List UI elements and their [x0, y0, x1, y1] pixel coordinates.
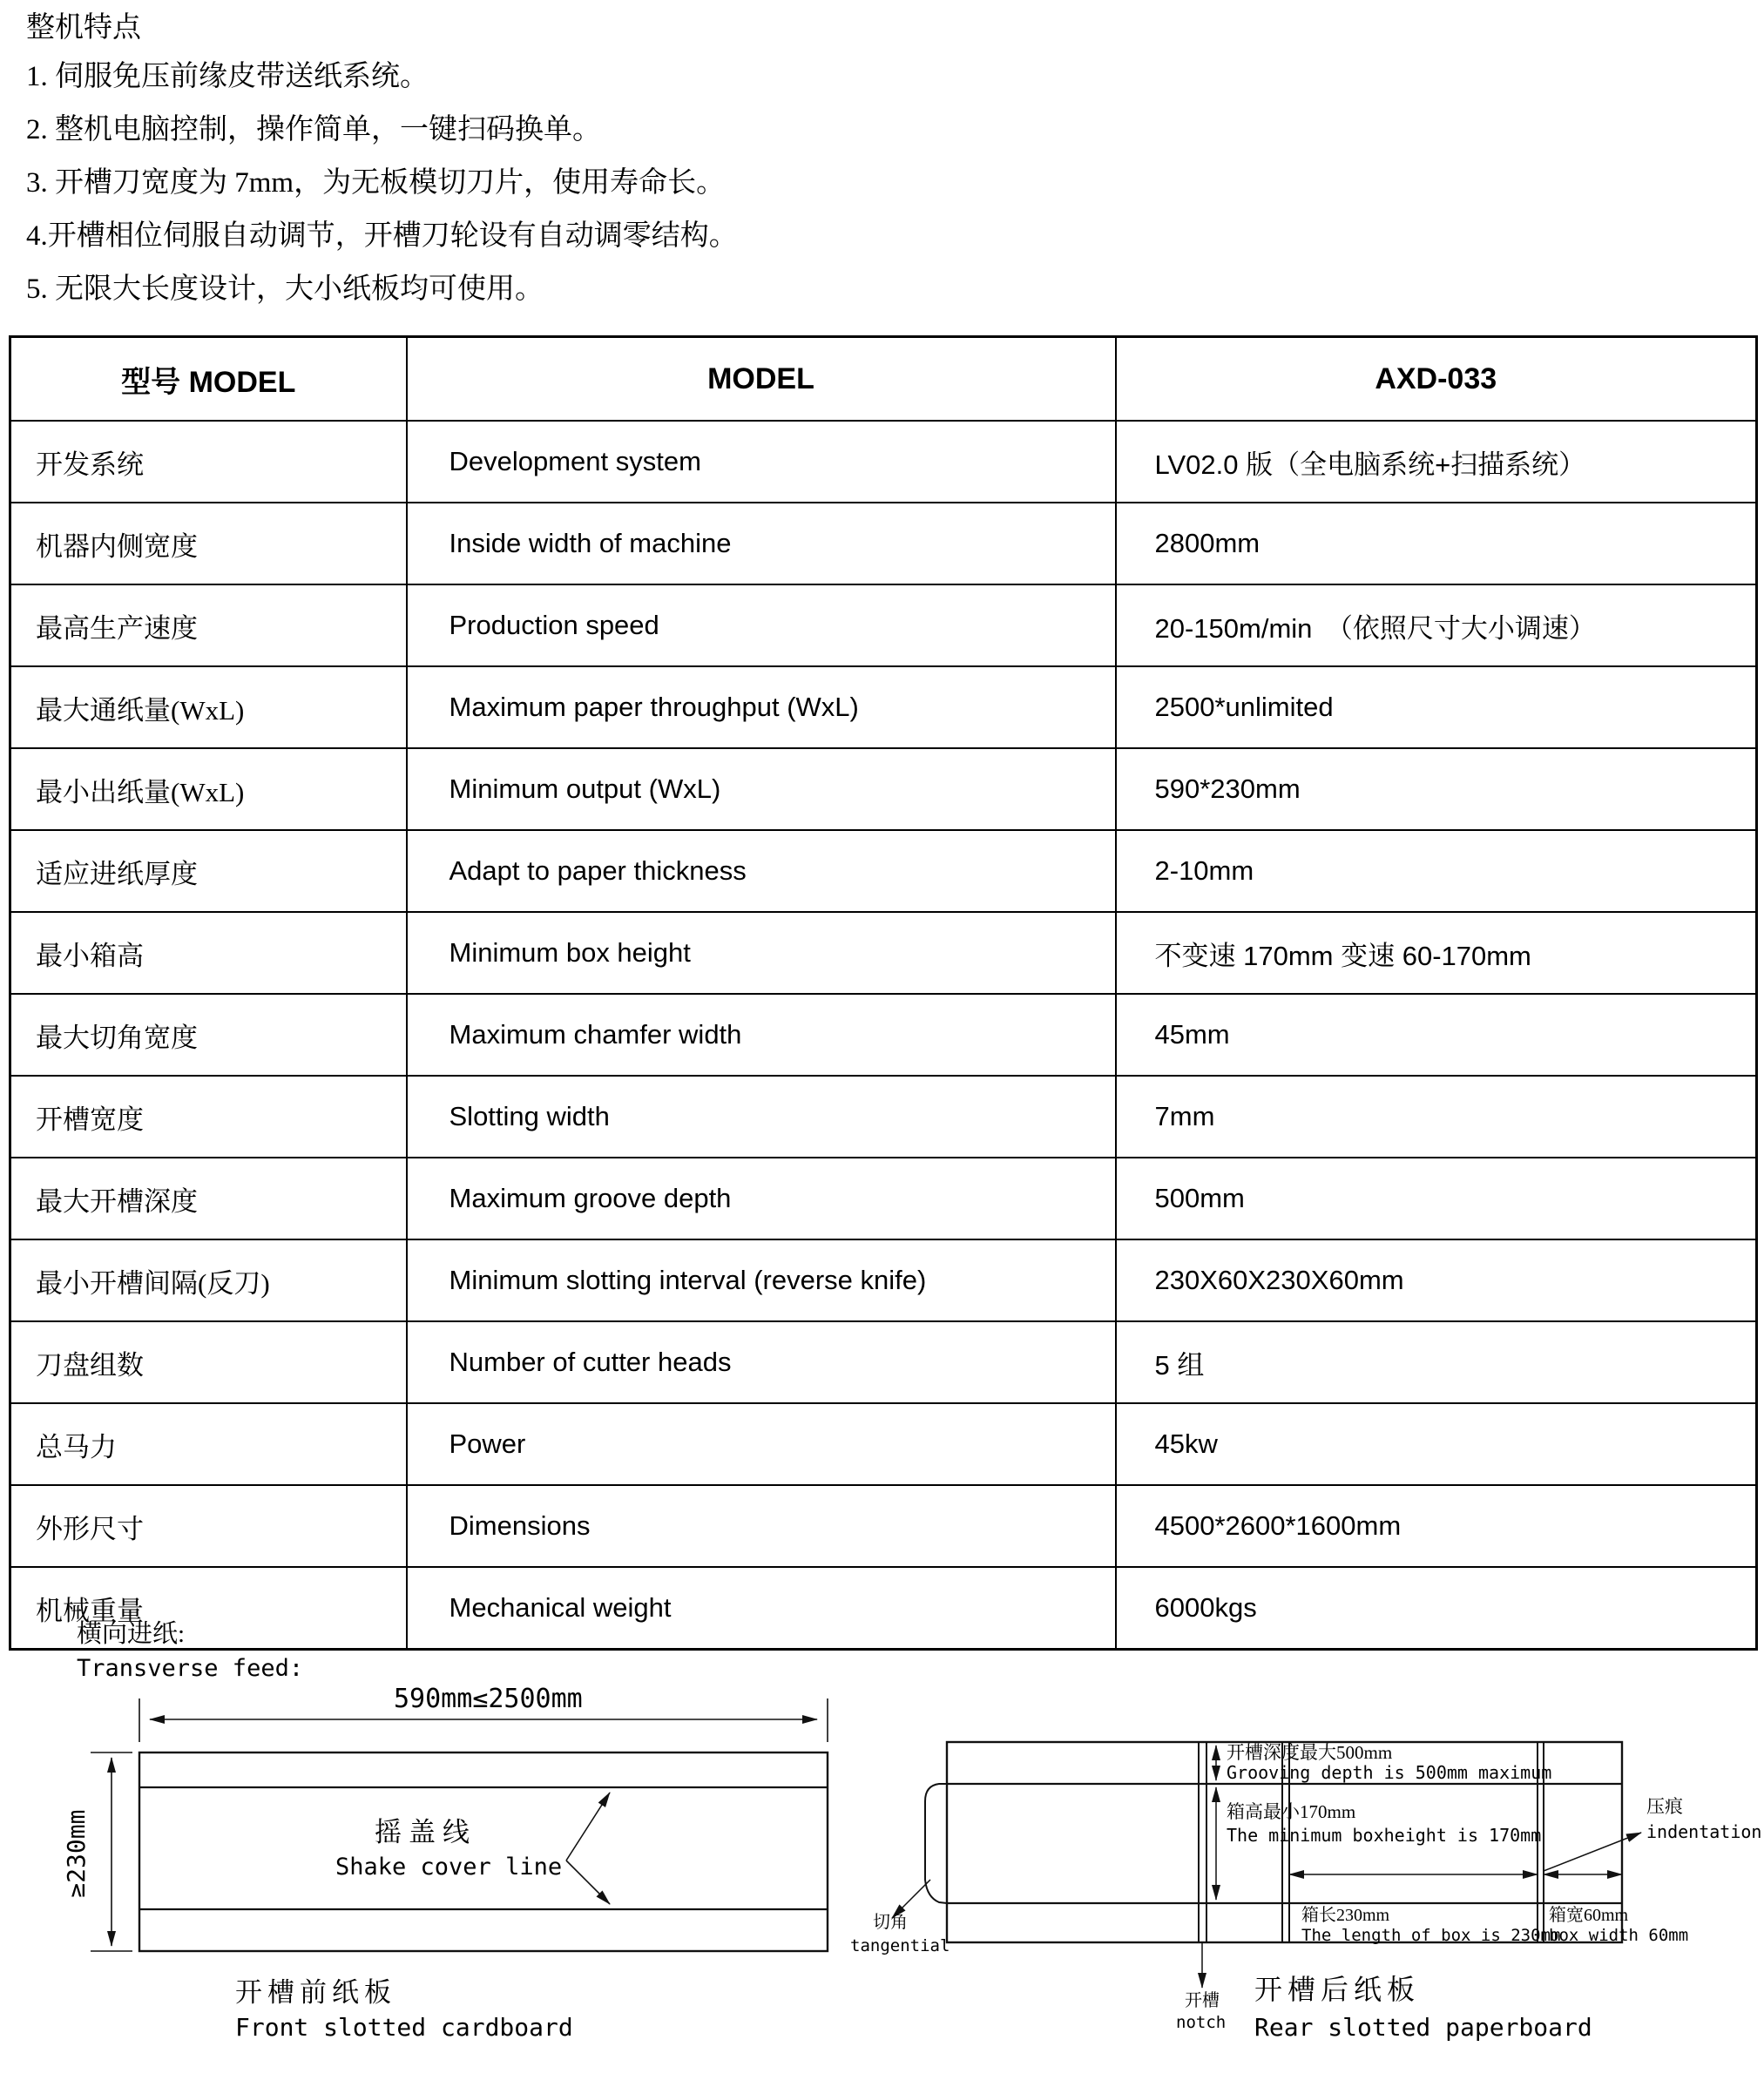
- groove-depth-label-cn: 开槽深度最大500mm: [1227, 1742, 1393, 1763]
- front-caption-cn: 开槽前纸板: [235, 1977, 396, 2008]
- feature-item: 1. 伺服免压前缘皮带送纸系统。: [26, 61, 429, 92]
- spec-cell-value: 不变速 170mm 变速 60-170mm: [1116, 912, 1757, 994]
- features-section: [26, 5, 738, 316]
- spec-cell-cn: 最大开槽深度: [10, 1158, 407, 1239]
- feature-item: 2. 整机电脑控制，操作简单，一键扫码换单。: [26, 114, 601, 145]
- spec-header-model-en: MODEL: [407, 337, 1116, 422]
- spec-cell-value: 20-150m/min （依照尺寸大小调速）: [1116, 584, 1757, 666]
- spec-cell-en: Development system: [407, 421, 1116, 503]
- spec-cell-en: Maximum chamfer width: [407, 994, 1116, 1076]
- shake-cover-line-label-cn: 摇盖线: [375, 1817, 476, 1847]
- spec-cell-cn: 刀盘组数: [10, 1321, 407, 1403]
- box-height-label-en: The minimum boxheight is 170mm: [1227, 1825, 1542, 1846]
- spec-cell-en: Minimum box height: [407, 912, 1116, 994]
- feature-item: 4.开槽相位伺服自动调节，开槽刀轮设有自动调零结构。: [26, 220, 738, 252]
- spec-cell-value: 230X60X230X60mm: [1116, 1239, 1757, 1321]
- spec-row: [10, 1239, 1757, 1321]
- spec-cell-en: Slotting width: [407, 1076, 1116, 1158]
- spec-row: [10, 503, 1757, 584]
- spec-cell-cn: 最小开槽间隔(反刀): [10, 1239, 407, 1321]
- notch-label-en: notch: [1176, 2013, 1227, 2032]
- spec-cell-cn: 最小出纸量(WxL): [10, 748, 407, 830]
- spec-cell-cn: 开槽宽度: [10, 1076, 407, 1158]
- spec-header-model-cn: 型号 MODEL: [10, 337, 407, 422]
- box-height-label-cn: 箱高最小170mm: [1227, 1801, 1356, 1822]
- indentation-leader-arrow: [1544, 1833, 1641, 1871]
- spec-cell-en: Maximum paper throughput (WxL): [407, 666, 1116, 748]
- shake-cover-arrow-lower: [566, 1861, 610, 1904]
- spec-cell-value: 45mm: [1116, 994, 1757, 1076]
- spec-row: [10, 1485, 1757, 1567]
- spec-cell-value: 2800mm: [1116, 503, 1757, 584]
- groove-depth-label-en: Grooving depth is 500mm maximum: [1227, 1762, 1552, 1783]
- spec-row: [10, 1076, 1757, 1158]
- spec-row: [10, 1158, 1757, 1239]
- rear-caption-cn: 开槽后纸板: [1254, 1974, 1421, 2005]
- spec-cell-en: Minimum output (WxL): [407, 748, 1116, 830]
- box-length-label-cn: 箱长230mm: [1301, 1906, 1390, 1925]
- spec-cell-value: LV02.0 版（全电脑系统+扫描系统）: [1116, 421, 1757, 503]
- spec-cell-en: Mechanical weight: [407, 1567, 1116, 1650]
- spec-cell-en: Power: [407, 1403, 1116, 1485]
- height-dimension-label: ≥230mm: [61, 1809, 91, 1898]
- width-dimension-label: 590mm≤2500mm: [394, 1684, 583, 1714]
- spec-cell-cn: 总马力: [10, 1403, 407, 1485]
- spec-cell-value: 590*230mm: [1116, 748, 1757, 830]
- spec-cell-cn: 最小箱高: [10, 912, 407, 994]
- spec-header-value: AXD-033: [1116, 337, 1757, 422]
- spec-cell-en: Maximum groove depth: [407, 1158, 1116, 1239]
- spec-cell-cn: 最大切角宽度: [10, 994, 407, 1076]
- tangential-label-cn: 切角: [873, 1913, 908, 1932]
- spec-row: [10, 421, 1757, 503]
- indentation-label-cn: 压痕: [1646, 1796, 1683, 1817]
- rear-caption-en: Rear slotted paperboard: [1254, 2013, 1592, 2042]
- spec-row: [10, 584, 1757, 666]
- spec-cell-cn: 外形尺寸: [10, 1485, 407, 1567]
- spec-table: [9, 335, 1758, 1651]
- front-caption-en: Front slotted cardboard: [235, 2013, 573, 2042]
- spec-cell-en: Adapt to paper thickness: [407, 830, 1116, 912]
- spec-row: [10, 830, 1757, 912]
- spec-cell-value: 5 组: [1116, 1321, 1757, 1403]
- spec-cell-value: 2500*unlimited: [1116, 666, 1757, 748]
- spec-cell-value: 7mm: [1116, 1076, 1757, 1158]
- spec-row: [10, 1321, 1757, 1403]
- spec-cell-cn: 机器内侧宽度: [10, 503, 407, 584]
- indentation-label-en: indentation: [1646, 1821, 1762, 1842]
- spec-cell-value: 500mm: [1116, 1158, 1757, 1239]
- spec-cell-cn: 适应进纸厚度: [10, 830, 407, 912]
- feature-item: 3. 开槽刀宽度为 7mm，为无板模切刀片，使用寿命长。: [26, 167, 726, 199]
- features-list: [26, 51, 738, 316]
- spec-header-row: [10, 337, 1757, 422]
- spec-cell-en: Inside width of machine: [407, 503, 1116, 584]
- spec-row: [10, 1403, 1757, 1485]
- spec-cell-value: 4500*2600*1600mm: [1116, 1485, 1757, 1567]
- spec-row: [10, 912, 1757, 994]
- transverse-feed-label-en: Transverse feed:: [77, 1655, 304, 1682]
- features-title: 整机特点: [26, 12, 141, 44]
- spec-row: [10, 748, 1757, 830]
- spec-cell-en: Minimum slotting interval (reverse knife): [407, 1239, 1116, 1321]
- spec-row: [10, 666, 1757, 748]
- front-cardboard-outline: [139, 1752, 828, 1951]
- feature-item: 5. 无限大长度设计，大小纸板均可使用。: [26, 274, 544, 305]
- notch-label-cn: 开槽: [1185, 1991, 1220, 2010]
- spec-cell-cn: 最大通纸量(WxL): [10, 666, 407, 748]
- spec-cell-cn: 机械重量: [10, 1567, 407, 1650]
- spec-table-body: [10, 421, 1757, 1650]
- box-length-label-en: The length of box is 230mm: [1301, 1926, 1561, 1945]
- box-width-label-en: box width 60mm: [1549, 1926, 1689, 1945]
- box-width-label-cn: 箱宽60mm: [1549, 1906, 1629, 1925]
- spec-cell-cn: 最高生产速度: [10, 584, 407, 666]
- spec-cell-value: 45kw: [1116, 1403, 1757, 1485]
- spec-row: [10, 994, 1757, 1076]
- spec-cell-cn: 开发系统: [10, 421, 407, 503]
- spec-cell-value: 2-10mm: [1116, 830, 1757, 912]
- tangential-label-en: tangential: [850, 1936, 950, 1955]
- shake-cover-line-label-en: Shake cover line: [335, 1854, 563, 1881]
- spec-cell-en: Dimensions: [407, 1485, 1116, 1567]
- spec-cell-en: Production speed: [407, 584, 1116, 666]
- transverse-feed-label-cn: 横向进纸:: [77, 1620, 186, 1648]
- spec-cell-en: Number of cutter heads: [407, 1321, 1116, 1403]
- glue-flap-outline: [925, 1784, 947, 1903]
- shake-cover-arrow-upper: [566, 1793, 610, 1861]
- spec-cell-value: 6000kgs: [1116, 1567, 1757, 1650]
